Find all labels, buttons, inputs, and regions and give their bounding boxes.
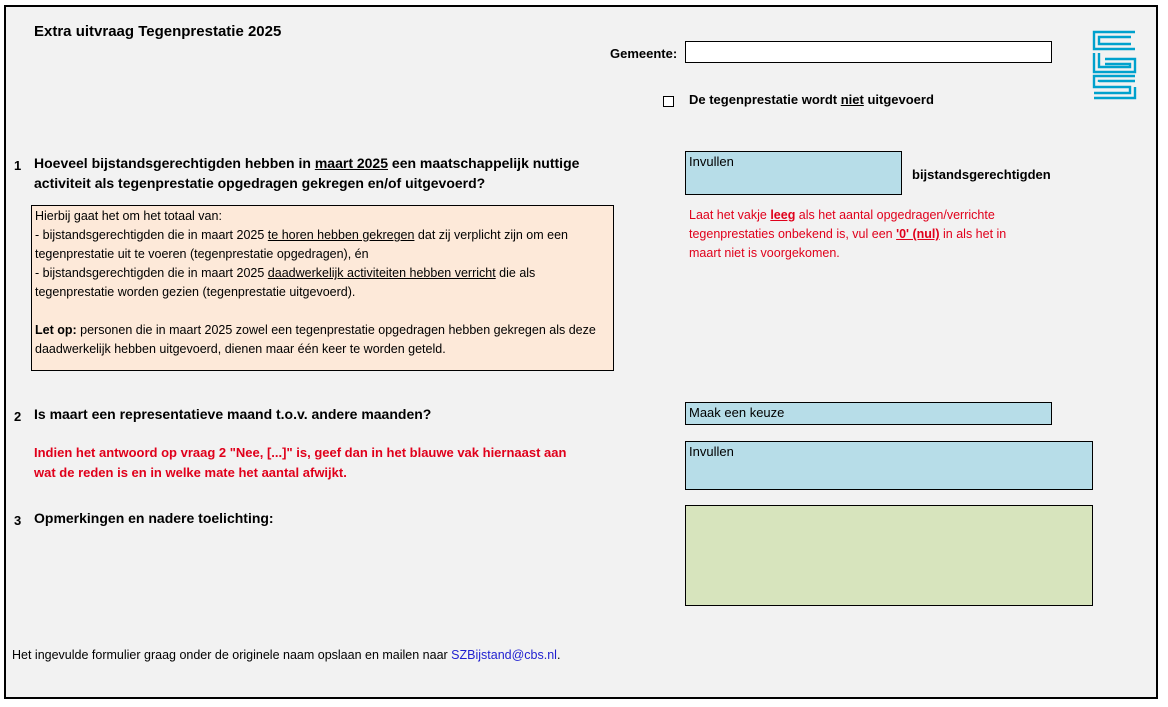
gemeente-input[interactable] bbox=[685, 41, 1052, 63]
checkbox-text-before: De tegenprestatie wordt bbox=[689, 92, 841, 107]
q1-note bbox=[31, 205, 614, 371]
q1-note-line1: Hierbij gaat het om het totaal van: bbox=[35, 209, 222, 223]
note-line2-before: - bijstandsgerechtigden die in maart 2025 bbox=[35, 228, 268, 242]
q1-note-line3: tegenprestatie uit te voeren (tegenprestatie opgedragen), én bbox=[35, 247, 369, 261]
letop-line2: daadwerkelijk hebben uitgevoerd, dienen maar één keer te worden geteld. bbox=[35, 342, 446, 356]
letop-label: Let op: bbox=[35, 323, 77, 337]
q1-note-line4 bbox=[35, 264, 610, 283]
red-note-line3: maart niet is voorgekomen. bbox=[689, 246, 840, 260]
q1-text-line2: activiteit als tegenprestatie opgedragen gekregen en/of uitgevoerd? bbox=[34, 175, 486, 191]
form-title: Extra uitvraag Tegenprestatie 2025 bbox=[34, 23, 282, 40]
red-note-line1-before: Laat het vakje bbox=[689, 208, 771, 222]
q1-red-note bbox=[689, 206, 1109, 263]
form-sheet bbox=[4, 5, 1158, 699]
q1-unit-label: bijstandsgerechtigden bbox=[912, 167, 1051, 182]
cbs-logo-icon bbox=[1091, 29, 1139, 101]
checkbox-text-niet: niet bbox=[840, 92, 864, 107]
footer-trailing: . bbox=[556, 648, 561, 662]
q1-note-line5: tegenprestatie worden gezien (tegenprestatie uitgevoerd). bbox=[35, 285, 356, 299]
q2-followup-text bbox=[34, 443, 566, 483]
q3-number: 3 bbox=[14, 513, 22, 528]
q2-followup-line1: Indien het antwoord op vraag 2 "Nee, [...]" is, geef dan in het blauwe vak hiernaast aan bbox=[34, 445, 567, 460]
q1-input[interactable]: Invullen bbox=[685, 151, 902, 195]
niet-uitgevoerd-label bbox=[689, 92, 934, 107]
note-line2-underlined: te horen hebben gekregen bbox=[267, 228, 415, 242]
note-line4-underlined: daadwerkelijk activiteiten hebben verricht bbox=[267, 266, 496, 280]
q1-text-after: een maatschappelijk nuttige bbox=[388, 155, 580, 171]
q2-followup-input[interactable]: Invullen bbox=[685, 441, 1093, 490]
q1-text-maart: maart 2025 bbox=[314, 155, 389, 171]
red-note-nul: '0' (nul) bbox=[896, 227, 940, 241]
q1-text bbox=[34, 153, 654, 193]
q1-note-line2 bbox=[35, 226, 610, 245]
q1-number: 1 bbox=[14, 158, 22, 173]
footer-text bbox=[12, 648, 560, 662]
q1-note-spacer bbox=[35, 302, 610, 321]
checkbox-text-after: uitgevoerd bbox=[863, 92, 934, 107]
q3-remarks-input[interactable] bbox=[685, 505, 1093, 606]
q1-note-letop bbox=[35, 321, 610, 340]
q3-text: Opmerkingen en nadere toelichting: bbox=[34, 510, 274, 526]
red-note-leeg: leeg bbox=[770, 208, 796, 222]
q2-select[interactable]: Maak een keuze bbox=[685, 402, 1052, 425]
red-note-line2-before: tegenprestaties onbekend is, vul een bbox=[689, 227, 897, 241]
q2-text: Is maart een representatieve maand t.o.v. andere maanden? bbox=[34, 406, 432, 422]
niet-uitgevoerd-checkbox[interactable] bbox=[663, 96, 674, 107]
note-line2-after: dat zij verplicht zijn om een bbox=[414, 228, 568, 242]
gemeente-label: Gemeente: bbox=[610, 46, 678, 61]
red-note-line2-after: in als het in bbox=[939, 227, 1007, 241]
red-note-line1-after: als het aantal opgedragen/verrichte bbox=[795, 208, 995, 222]
note-line4-before: - bijstandsgerechtigden die in maart 2025 bbox=[35, 266, 268, 280]
note-line4-after: die als bbox=[495, 266, 536, 280]
letop-line1: personen die in maart 2025 zowel een tegenprestatie opgedragen hebben gekregen als deze bbox=[76, 323, 596, 337]
footer-instruction: Het ingevulde formulier graag onder de originele naam opslaan en mailen naar bbox=[12, 648, 452, 662]
q2-number: 2 bbox=[14, 409, 22, 424]
q1-text-before: Hoeveel bijstandsgerechtigden hebben in bbox=[34, 155, 315, 171]
q2-followup-line2: wat de reden is en in welke mate het aantal afwijkt. bbox=[34, 465, 347, 480]
footer-email-link[interactable]: SZBijstand@cbs.nl bbox=[451, 648, 557, 662]
